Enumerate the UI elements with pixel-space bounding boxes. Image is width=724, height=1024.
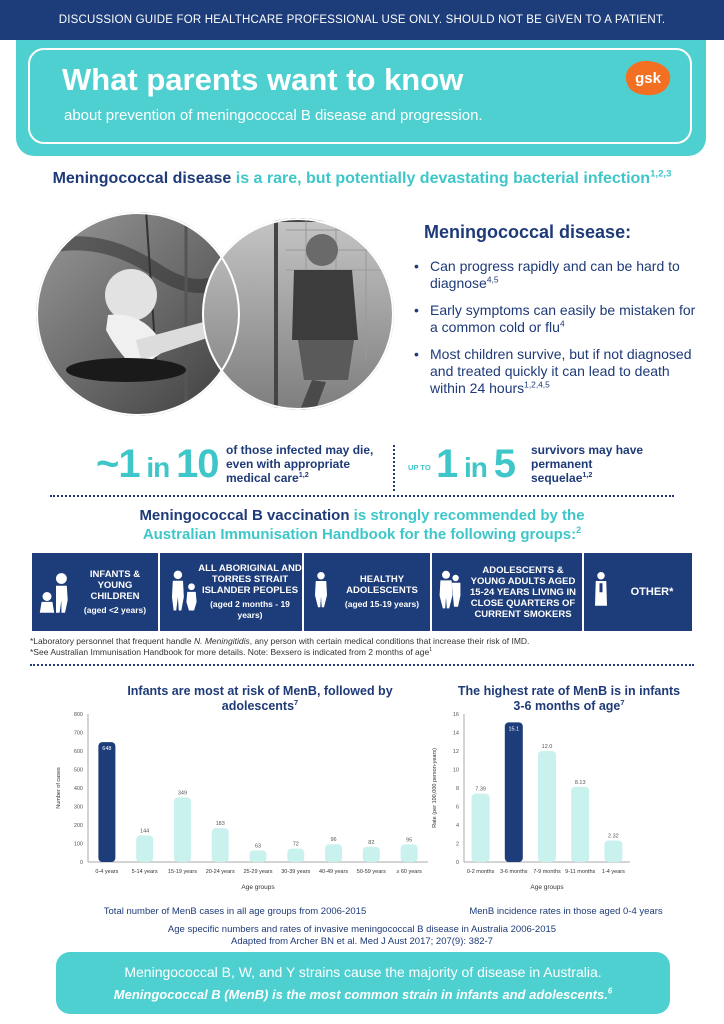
data-label: 648 bbox=[102, 746, 112, 753]
y-tick-label: 200 bbox=[73, 823, 83, 829]
y-tick-label: 8 bbox=[455, 786, 459, 792]
chart1-caption: Total number of MenB cases in all age groups from 2006-2015 bbox=[103, 906, 367, 917]
y-tick-label: 2 bbox=[455, 841, 459, 848]
bar bbox=[325, 844, 342, 862]
x-tick-label: 15-19 years bbox=[167, 869, 197, 875]
group-infants: INFANTS & YOUNG CHILDREN (aged <2 years) bbox=[32, 553, 160, 631]
chart-divider bbox=[30, 664, 694, 666]
disease-section-title: Meningococcal disease: bbox=[424, 222, 632, 242]
bar bbox=[212, 828, 229, 862]
y-tick-label: 10 bbox=[452, 767, 459, 774]
stat-1-in-10: ~1 in 10 bbox=[96, 442, 219, 486]
age-cases-chart bbox=[40, 708, 430, 908]
group-young-adults: ADOLESCENTS & YOUNG ADULTS AGED 15-24 YEARS LIVING IN CLOSE QUARTERS OF CURRENT SMOKERS bbox=[432, 553, 584, 631]
footnote-other: *Laboratory personnel that frequent handle N. Meningitidis, any person with certain medical conditions that increase their risk of IMD. bbox=[30, 636, 530, 646]
family-icon bbox=[166, 567, 200, 615]
page-title: What parents want to know bbox=[62, 62, 464, 97]
stat-1-in-5: 1 in 5 bbox=[436, 442, 515, 486]
data-label: 183 bbox=[215, 821, 225, 828]
chart1-title: Infants are most at risk of MenB, followed by adolescents$^7$ bbox=[127, 684, 393, 713]
y-tick-label: 16 bbox=[452, 712, 459, 718]
y-tick-label: 600 bbox=[73, 749, 83, 755]
photo-collage bbox=[36, 210, 396, 420]
bar bbox=[604, 841, 622, 862]
list-item: • Early symptoms can easily be mistaken for a common cold or flu$^4$ bbox=[414, 302, 704, 336]
x-tick-label: 1-4 years bbox=[601, 869, 625, 875]
y-tick-label: 0 bbox=[79, 860, 83, 866]
recommended-groups bbox=[32, 553, 692, 631]
data-label: 96 bbox=[330, 837, 337, 844]
data-label: 144 bbox=[140, 828, 150, 835]
group-healthy-adolescents: HEALTHY ADOLESCENTS (aged 15-19 years) bbox=[304, 553, 432, 631]
chart2-title: The highest rate of MenB is in infants 3-6 months of age$^7$ bbox=[457, 684, 681, 713]
x-tick-label: 30-39 years bbox=[281, 869, 311, 875]
x-tick-label: 25-29 years bbox=[243, 869, 273, 875]
y-axis-label: Rate (per 100,000 person-years) bbox=[432, 748, 438, 828]
x-tick-label: 9-11 months bbox=[565, 869, 596, 875]
y-axis-label: Number of cases bbox=[56, 767, 62, 809]
stats-divider bbox=[393, 445, 395, 491]
y-tick-label: 100 bbox=[73, 841, 83, 848]
source-citation: Age specific numbers and rates of invasive meningococcal B disease in Australia 2006-2015 Adapted from Archer BN et al. Med J Aust 2017; 207(9): 382-7 bbox=[167, 924, 557, 947]
adolescent-icon bbox=[312, 565, 330, 615]
x-tick-label: 0-4 years bbox=[95, 869, 119, 875]
stat-1-in-5-text: survivors may have permanent sequelae$^{1,2}$ bbox=[531, 443, 644, 485]
stat-upto-label: UP TO bbox=[408, 463, 431, 472]
x-tick-label: 3-6 months bbox=[500, 869, 528, 875]
intro-headline: Meningococcal disease is a rare, but potentially devastating bacterial infection$^{1,2,3}$ bbox=[52, 168, 672, 187]
data-label: 95 bbox=[406, 837, 413, 844]
data-label: 15.1 bbox=[508, 726, 520, 733]
bar bbox=[401, 844, 418, 862]
y-tick-label: 500 bbox=[73, 767, 83, 774]
data-label: 82 bbox=[368, 839, 375, 846]
y-tick-label: 14 bbox=[452, 730, 459, 737]
data-label: 8.13 bbox=[574, 779, 586, 786]
x-tick-label: 20-24 years bbox=[205, 869, 235, 875]
group-aboriginal: ALL ABORIGINAL AND TORRES STRAIT ISLANDER PEOPLES (aged 2 months - 19 years) bbox=[160, 553, 304, 631]
bar bbox=[472, 794, 490, 862]
data-label: 12.0 bbox=[541, 744, 553, 750]
incidence-rate-chart bbox=[432, 708, 696, 908]
x-tick-label: 0-2 months bbox=[466, 869, 495, 875]
x-tick-label: 5-14 years bbox=[131, 869, 158, 875]
y-tick-label: 0 bbox=[455, 860, 459, 866]
x-axis-label: Age groups bbox=[241, 884, 275, 891]
young-adults-icon bbox=[438, 565, 462, 615]
chart2-caption: MenB incidence rates in those aged 0-4 years bbox=[469, 906, 663, 917]
bar bbox=[287, 849, 304, 862]
stat-1-in-10-text: of those infected may die, even with appropriate medical care$^{1,2}$ bbox=[226, 443, 374, 485]
bar bbox=[571, 787, 589, 862]
y-tick-label: 12 bbox=[452, 749, 459, 755]
y-tick-label: 700 bbox=[73, 730, 83, 737]
gsk-logo bbox=[620, 58, 676, 98]
bar bbox=[174, 797, 191, 862]
footnote-handbook: *See Australian Immunisation Handbook for more details. Note: Bexsero is indicated from 2 months of age$^1$ bbox=[30, 647, 433, 657]
disclaimer-banner: DISCUSSION GUIDE FOR HEALTHCARE PROFESSIONAL USE ONLY. SHOULD NOT BE GIVEN TO A PATIENT. bbox=[0, 0, 724, 40]
x-axis-label: Age groups bbox=[530, 884, 564, 891]
lab-worker-icon bbox=[592, 565, 610, 615]
gsk-logo-text: gsk bbox=[635, 70, 661, 87]
y-tick-label: 400 bbox=[73, 786, 83, 792]
list-item: • Can progress rapidly and can be hard to diagnose$^{4,5}$ bbox=[414, 258, 704, 292]
y-tick-label: 800 bbox=[73, 712, 83, 718]
page-subtitle: about prevention of meningococcal B disease and progression. bbox=[64, 107, 483, 124]
vaccination-headline: Meningococcal B vaccination is strongly recommended by the Australian Immunisation Handbook for the following groups:$^2$ bbox=[139, 507, 585, 543]
section-divider bbox=[50, 495, 674, 497]
y-tick-label: 6 bbox=[455, 804, 459, 811]
data-label: 2.32 bbox=[608, 833, 619, 840]
bar bbox=[538, 751, 556, 862]
x-tick-label: 50-59 years bbox=[356, 869, 386, 875]
group-other: OTHER* bbox=[584, 553, 692, 631]
data-label: 63 bbox=[254, 843, 262, 850]
bar bbox=[98, 742, 115, 862]
bar bbox=[505, 722, 523, 862]
data-label: 349 bbox=[177, 790, 188, 797]
bar bbox=[363, 847, 380, 862]
teen-soccer-photo bbox=[196, 210, 406, 420]
list-item: • Most children survive, but if not diagnosed and treated quickly it can lead to death within 24 hours$^{1,2,4,5}$ bbox=[414, 346, 704, 397]
disease-bullet-list bbox=[414, 258, 704, 407]
data-label: 7.39 bbox=[475, 786, 486, 793]
bar bbox=[136, 835, 153, 862]
y-tick-label: 4 bbox=[455, 823, 459, 829]
bar bbox=[250, 850, 267, 862]
infant-icon bbox=[38, 569, 74, 615]
x-tick-label: ≥ 60 years bbox=[396, 869, 422, 875]
data-label: 72 bbox=[292, 841, 299, 848]
x-tick-label: 40-49 years bbox=[319, 869, 349, 875]
key-message-box: Meningococcal B, W, and Y strains cause the majority of disease in Australia. Meningococcal B (MenB) is the most common strain in infants and adolescents.$^6$ bbox=[56, 952, 670, 1014]
x-tick-label: 7-9 months bbox=[533, 869, 561, 875]
y-tick-label: 300 bbox=[73, 804, 83, 811]
